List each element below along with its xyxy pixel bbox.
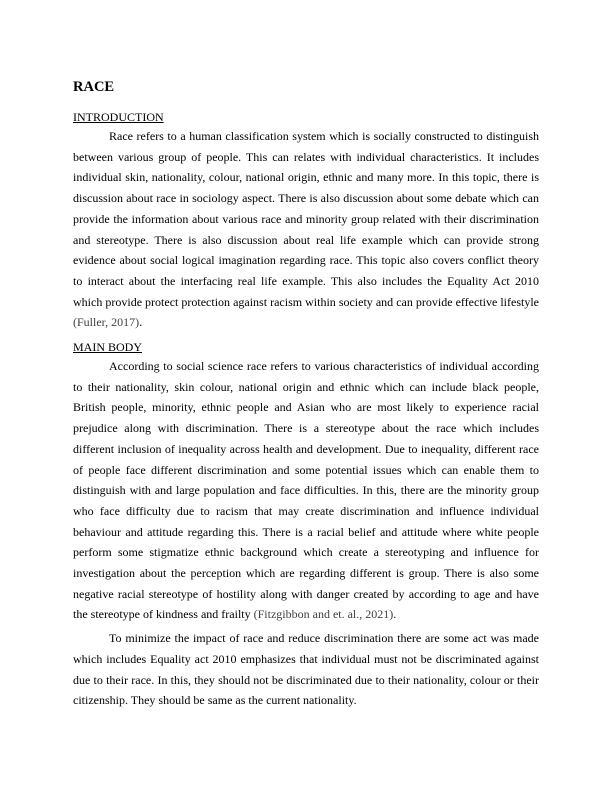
- section-main-body: [73, 339, 539, 711]
- paragraph: [73, 126, 539, 333]
- citation: (Fitzgibbon and et. al., 2021): [253, 607, 394, 622]
- document-title: RACE: [73, 79, 115, 95]
- section-heading-introduction: INTRODUCTION: [73, 110, 164, 124]
- paragraph: [73, 356, 539, 625]
- paragraph-text: According to social science race refers to various characteristics of individual according to their nationality, skin colour, national origin and ethnic which can include black people, British people, minority, ethnic people and Asian who are most likely to experience racial prejudice along with discrimination. There is a stereotype about the race which includes different inclusion of inequality across health and development. Due to inequality, different race of people face different discrimination and some potential issues which can enable them to distinguish with and large population and face difficulties. In this, there are the minority group who face difficulty due to racism that may create discrimination and influence individual behaviour and attitude regarding this. There is a racial belief and attitude where white people perform some stigmatize ethnic background which create a stereotyping and influence for investigation about the perception which are regarding different is group. There is also some negative racial stereotype of hostility along with danger created by according to age and have the stereotype of kindness and frailty: [73, 359, 539, 622]
- document-content: [73, 78, 539, 711]
- citation: (Fuller, 2017): [73, 315, 140, 330]
- paragraph-text: Race refers to a human classification system which is socially constructed to distinguish between various group of people. This can relates with individual characteristics. It includes individual skin, nationality, colour, national origin, ethnic and many more. In this topic, there is discussion about race in sociology aspect. There is also discussion about some debate which can provide the information about various race and minority group related with their discrimination and stereotype. There is also discussion about real life example which can provide strong evidence about social logical imagination regarding race. This topic also covers conflict theory to interact about the interfacing real life example. This also includes the Equality Act 2010 which provide protect protection against racism within society and can provide effective lifestyle: [73, 129, 539, 309]
- paragraph-end: .: [139, 315, 143, 330]
- paragraph: [73, 628, 539, 711]
- section-heading-main-body: MAIN BODY: [73, 340, 142, 355]
- paragraph-text: To minimize the impact of race and reduce discrimination there are some act was made which includes Equality act 2010 emphasizes that individual must not be discriminated against due to their race. In this, they should not be discriminated due to their nationality, colour or their citizenship. They should be same as the current nationality.: [73, 631, 539, 708]
- section-introduction: [73, 109, 539, 333]
- paragraph-end: .: [393, 607, 397, 622]
